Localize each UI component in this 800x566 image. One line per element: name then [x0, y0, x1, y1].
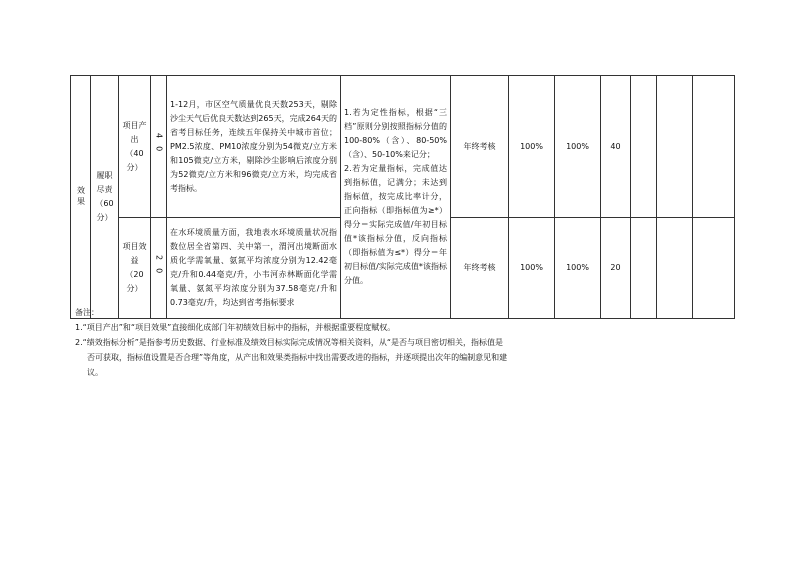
item-label: 项目产出（40分） — [122, 120, 147, 172]
assessment-cell: 年终考核 — [451, 218, 509, 319]
category-label: 效果 — [76, 186, 86, 208]
performance-table — [70, 75, 735, 319]
category-cell — [71, 76, 91, 319]
item-weight-cell — [151, 218, 167, 319]
pct2-cell: 100% — [555, 218, 601, 319]
note-item-1: 1.“项目产出”和“项目效果”直接细化成部门年初绩效目标中的指标，并根据重要程度赋权。 — [75, 323, 396, 332]
content-cell: 1-12月，市区空气质量优良天数253天，剔除沙尘天气后优良天数达到265天，完成264天的省考目标任务，连续五年保持关中城市首位；PM2.5浓度、PM10浓度分别为54微克/立方米和105微克/立方米，剔除沙尘影响后浓度分别为52微克/立方米和96微克/立方米，均完成省考指标。 — [167, 76, 341, 218]
pct1-cell: 100% — [509, 76, 555, 218]
content-cell: 在水环境质量方面，我地表水环境质量状况指数位居全省第四、关中第一，渭河出境断面水质化学需氧量、氨氮平均浓度分别为12.42毫克/升和0.44毫克/升，小韦河赤林断面化学需氧量、氨氮平均浓度分别为37.58毫克/升和0.73毫克/升，均达到省考指标要求 — [167, 218, 341, 319]
empty-cell — [657, 218, 693, 319]
empty-cell — [693, 218, 735, 319]
method-cell: 1.若为定性指标，根据“三档”原则分别按照指标分值的100-80%（含）、80-50%（含）、50-10%来记分； 2.若为定量指标，完成值达到指标值，记满分；未达到指标值，按完成比率计分，正向指标（即指标值为≥*）得分＝实际完成值/年初目标值*该指标分值，反向指标（即指标值为≤*）得分＝年初目标值/实际完成值*该指标分值。 — [341, 76, 451, 319]
pct1-cell: 100% — [509, 218, 555, 319]
score-cell: 40 — [601, 76, 631, 218]
note-item-2-cont: 否可获取，指标值设置是否合理”等角度，从产出和效果类指标中找出需要改进的指标，并逐项提出次年的编制意见和建 — [87, 353, 508, 362]
item-weight: 20 — [154, 254, 164, 282]
empty-cell — [657, 76, 693, 218]
subcategory-cell — [91, 76, 119, 319]
score-cell: 20 — [601, 218, 631, 319]
empty-cell — [631, 218, 657, 319]
notes-title: 备注： — [75, 308, 99, 317]
item-cell — [119, 218, 151, 319]
item-cell — [119, 76, 151, 218]
notes-section — [75, 305, 735, 380]
empty-cell — [693, 76, 735, 218]
item-label: 项目效益（20分） — [122, 242, 147, 293]
assessment-cell: 年终考核 — [451, 76, 509, 218]
empty-cell — [631, 76, 657, 218]
item-weight-cell — [151, 76, 167, 218]
table-row — [71, 76, 735, 218]
item-weight: 40 — [154, 133, 164, 160]
pct2-cell: 100% — [555, 76, 601, 218]
note-item-2: 2.“绩效指标分析”是指参考历史数据、行业标准及绩效目标实际完成情况等相关资料，从“是否与项目密切相关，指标值是 — [75, 338, 504, 347]
note-item-2-end: 议。 — [87, 368, 103, 377]
subcategory-label: 履职尽责（60分） — [95, 171, 114, 222]
